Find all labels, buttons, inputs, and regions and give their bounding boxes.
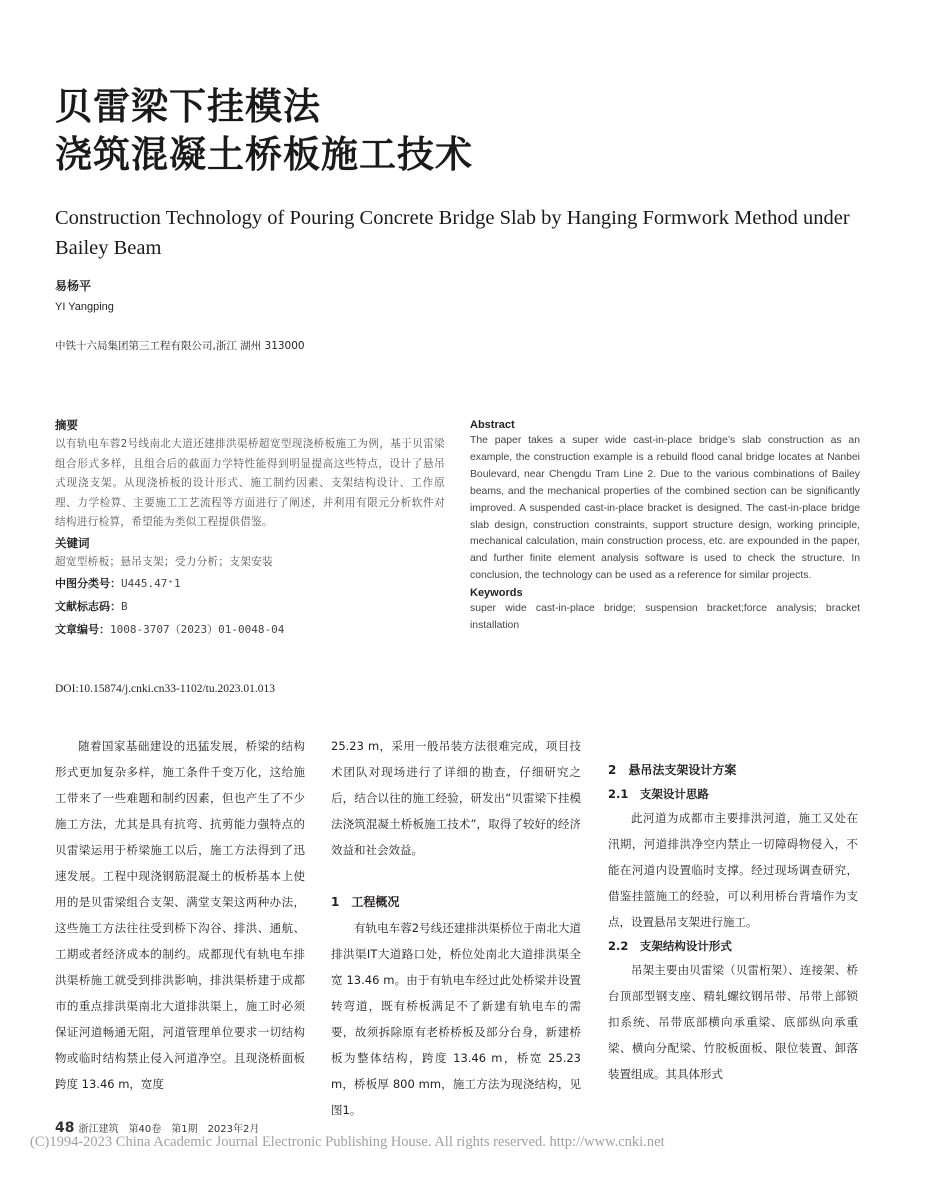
article-no-row [55,618,445,641]
abstract-cn-text: 以有轨电车蓉2号线南北大道还建排洪渠桥超宽型现浇桥板施工为例，基于贝雷梁组合形式多样，且组合后的截面力学特性能得到明显提高这些特点，设计了悬吊式现浇支架。从现浇桥板的设计形式、施工制约因素、支架结构设计、工作原理、力学检算、主要施工工艺流程等方面进行了阐述，并利用有限元分析软件对结构进行检算，希望能为类似工程提供借鉴。 [55,438,445,528]
body-paragraph: 随着国家基础建设的迅猛发展，桥梁的结构形式更加复杂多样，施工条件千变万化，这给施工带来了一些难题和制约因素，但也产生了不少施工方法，尤其是具有抗弯、抗剪能力强特点的贝雷梁运用于桥梁施工以后，施工方法得到了迅速发展。工程中现浇钢筋混凝土的板桥基本上使用的是贝雷梁组合支架、满堂支架这两种办法，这些施工方法往往受到桥下沟谷、排洪、通航、工期或者经济成本的制约。成都现代有轨电车排洪渠桥施工就受到排洪影响，排洪渠桥建于成都市的重点排洪渠南北大道排洪渠上，施工时必须保证河道畅通无阻，河道管理单位要求一切结构物或临时结构禁止侵入河道净空。且现浇桥面板跨度 13.46 m，宽度 [55,739,305,1091]
clc-value: U445.47⁺1 [121,577,181,590]
abstract-en [470,417,860,635]
abstract-cn-heading: 摘要 [55,418,78,432]
body-paragraph: 有轨电车蓉2号线还建排洪渠桥位于南北大道排洪渠IT大道路口处，桥位处南北大道排洪渠全宽 13.46 m。由于有轨电车经过此处桥梁并设置转弯道，既有桥板满足不了新建有轨电车的需要，故须拆除原有老桥桥板及部分台身，新建桥板为整体结构，跨度 13.46 m，桥宽 25.23 m，桥板厚 800 mm，施工方法为现浇结构，见图1。 [331,921,581,1117]
doc-code-value: B [121,600,128,613]
clc-row [55,572,445,595]
section-2-2-heading: 2.2 支架结构设计形式 [608,939,732,953]
keywords-en-heading: Keywords [470,587,523,600]
doi: DOI:10.15874/j.cnki.cn33-1102/tu.2023.01.013 [55,683,275,695]
section-2-1-heading: 2.1 支架设计思路 [608,787,709,801]
body-column-3 [608,757,858,1087]
page-title-line-2: 浇筑混凝土桥板施工技术 [55,133,473,176]
body-paragraph: 此河道为成都市主要排洪河道，施工又处在汛期，河道排洪净空内禁止一切障碍物侵入，不能在河道内设置临时支撑。经过现场调查研究，借鉴挂篮施工的经验，可以利用桥台背墙作为支点，设置悬吊支架进行施工。 [608,811,858,929]
keywords-cn-heading: 关键词 [55,535,90,550]
section-1-heading: 1 工程概况 [331,895,400,909]
journal-info: 浙江建筑 第40卷 第1期 2023年2月 [78,1124,260,1135]
author-name-en: YI Yangping [55,301,114,313]
keywords-en-text: super wide cast-in-place bridge; suspension bracket;force analysis; bracket installation [470,603,860,632]
doc-code-label: 文献标志码： [55,600,121,613]
affiliation: 中铁十六局集团第三工程有限公司,浙江 湖州 313000 [55,340,305,352]
body-column-2 [331,733,581,1123]
copyright-watermark: (C)1994-2023 China Academic Journal Electronic Publishing House. All rights reserved. http://www.cnki.net [30,1134,665,1150]
article-no-value: 1008-3707（2023）01-0048-04 [110,623,285,636]
english-title: Construction Technology of Pouring Concrete Bridge Slab by Hanging Formwork Method under Bailey Beam [55,207,850,259]
body-column-1 [55,733,305,1097]
abstract-en-text: The paper takes a super wide cast-in-place bridge’s slab construction as an example, the construction example is a rebuild flood canal bridge locates at Nanbei Boulevard, near Chengdu Tram Line 2. Due to the various combinations of Bailey beams, and the mechanical properties of the combined section can be significantly improved. A suspended cast-in-place bracket is designed. The cast-in-place bridge slab design, construction constraints, support structure design, working principle, mechanical calculation, main construction process, etc. are expounded in the paper, and further finite element analysis software is used to check the structure. In conclusion, the technology can be used as a reference for similar projects. [470,435,860,582]
page-number: 48 [55,1120,75,1136]
article-no-label: 文章编号： [55,623,110,636]
doc-code-row [55,595,445,618]
section-2-heading: 2 悬吊法支架设计方案 [608,763,737,777]
page-title-line-1: 贝雷梁下挂模法 [55,85,321,128]
clc-label: 中图分类号： [55,577,121,590]
author-name: 易杨平 [55,279,92,293]
abstract-en-heading: Abstract [470,419,515,431]
body-paragraph: 25.23 m，采用一般吊装方法很难完成，项目技术团队对现场进行了详细的勘查，仔细研究之后，结合以往的施工经验，研发出“贝雷梁下挂模法浇筑混凝土桥板施工技术”，取得了较好的经济效益和社会效益。 [331,739,581,857]
abstract-cn [55,415,445,641]
keywords-cn-text: 超宽型桥板；悬吊支架；受力分析；支架安装 [55,555,273,568]
body-paragraph: 吊架主要由贝雷梁（贝雷桁架）、连接架、桥台顶部型钢支座、精轧螺纹钢吊带、吊带上部锁扣系统、吊带底部横向承重梁、底部纵向承重梁、横向分配梁、竹胶板面板、限位装置、卸落装置组成。其具体形式 [608,963,858,1081]
